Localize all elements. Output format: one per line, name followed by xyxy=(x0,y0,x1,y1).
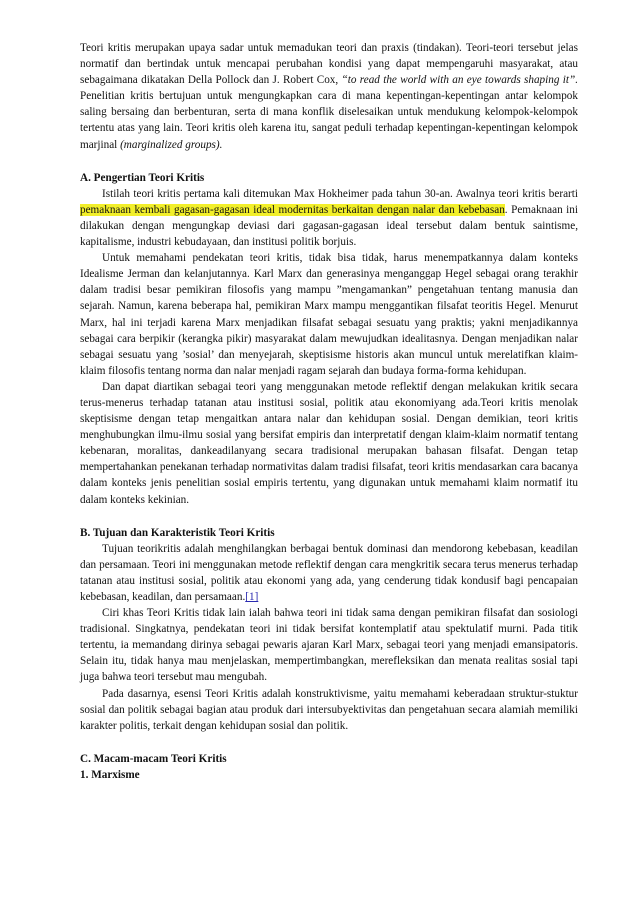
section-b-paragraph-2: Ciri khas Teori Kritis tidak lain ialah bahwa teori ini tidak sama dengan pemikiran filsafat dan sosiologi tradisional. Singkatnya, pendekatan teori ini tidak bersifat kontemplatif atau spektulatif murni. Pada titik tertentu, ia memandang dirinya sebagai pewaris ajaran Karl Marx, sebagai teori yang menjadi emansipatoris. Selain itu, tidak hanya mau menjelaskan, mempertimbangkan, merefleksikan dan menata realitas sosial tapi juga bahwa teori tersebut mau mengubah. xyxy=(80,607,578,684)
section-c-heading: C. Macam-macam Teori Kritis xyxy=(80,752,227,765)
subsection-1-heading: 1. Marxisme xyxy=(80,768,140,781)
section-b-heading: B. Tujuan dan Karakteristik Teori Kritis xyxy=(80,526,275,539)
section-b-paragraph-3: Pada dasarnya, esensi Teori Kritis adalah konstruktivisme, yaitu memahami keberadaan struktur-stuktur sosial dan politik sebagai bagian atau produk dari intersubyektivitas dan pengetahuan secara alamiah memiliki karakter politis, terkait dengan kehidupan sosial dan politik. xyxy=(80,687,578,732)
highlighted-text: pemaknaan kembali gagasan-gagasan ideal modernitas berkaitan dengan nalar dan kebebasan xyxy=(80,203,505,216)
intro-text-continued: Penelitian kritis bertujuan untuk mengungkapkan cara di mana kepentingan-kepentingan antar kelompok saling bersaing dan berbenturan, serta di mana konflik diselesaikan untuk mendukung kelompok-kelompok tertentu atas yang lain. Teori kritis oleh karena itu, sangat peduli terhadap kepentingan-kepentingan kelompok marjinal xyxy=(80,90,578,151)
section-a-p1-text-continued: . Pemaknaan ini dilakukan dengan mengungkap deviasi dari gagasan-gagasan ideal tersebut dalam bentuk saintisme, kapitalisme, industri kebudayaan, dan institusi politik borjuis. xyxy=(80,203,578,249)
section-a-paragraph-1 xyxy=(80,186,578,250)
section-a-paragraph-2: Untuk memahami pendekatan teori kritis, tidak bisa tidak, harus menempatkannya dalam konteks Idealisme Jerman dan kelanjutannya. Karl Marx dan generasinya menganggap Hegel sebagai orang terakhir dalam tradisi besar pemikiran filosofis yang mampu ”mengamankan” pengetahuan tentang manusia dan sejarah. Namun, karena beberapa hal, pemikiran Marx mampu menggantikan filsafat teoritis Hegel. Menurut Marx, hal ini terjadi karena Marx menjadikan filsafat sebagai sesuatu yang praktis; yakni menjadikannya sebagai cara berpikir (kerangka pikir) masyarakat dalam mewujudkan idealitasnya. Dengan menjadikan nalar sebagai sesuatu yang ’sosial’ dan menyejarah, skeptisisme historis akan muncul untuk merelatifkan klaim-klaim filosofis tentang norma dan nalar menjadi ragam sejarah dan budaya forma-forma kehidupan. xyxy=(80,252,578,377)
section-b-p1-text: Tujuan teorikritis adalah menghilangkan berbagai bentuk dominasi dan mendorong kebebasan, keadilan dan persamaan. Teori ini menggunakan metode reflektif dengan cara mengkritik secara terus menerus terhadap tatanan atau institusi sosial, politik atau ekonomi yang ada, yang cenderung tidak kondusif bagi pencapaian kebebasan, keadilan, dan persamaan. xyxy=(80,542,578,603)
section-a-paragraph-3: Dan dapat diartikan sebagai teori yang menggunakan metode reflektif dengan melakukan kritik secara terus-menerus terhadap tatanan atau institusi sosial, politik atau ekonomiyang ada.Teori kritis menolak skeptisisme dengan tetap mengaitkan antara nalar dan kehidupan sosial. Dengan demikian, teori kritis menghubungkan ilmu-ilmu sosial yang bersifat empiris dan interpretatif dengan klaim-klaim normatif tentang kebenaran, moralitas, dankeadilanyang secara tradisional merupakan bahasan filsafat. Dengan tetap mempertahankan penekanan terhadap normativitas dalam tradisi filsafat, teori kritis mendasarkan cara bacanya dalam konteks jenis penelitian sosial empiris tertentu, yang digunakan untuk memahami klaim normatif itu dalam konteks kekinian. xyxy=(80,380,578,506)
intro-italic-term: (marginalized groups). xyxy=(120,138,223,151)
section-a-heading: A. Pengertian Teori Kritis xyxy=(80,171,205,184)
section-b-paragraph-1 xyxy=(80,541,578,605)
intro-quote: “to read the world with an eye towards shaping it”. xyxy=(341,74,579,87)
footnote-link[interactable]: [1] xyxy=(245,591,259,603)
intro-text: Teori kritis merupakan upaya sadar untuk memadukan teori dan praxis (tindakan). Teori-teori tersebut jelas normatif dan bertindak untuk mencapai perubahan kondisi yang dapat mempengaruhi masyarakat, atau sebagaimana dikatakan Della Pollock dan J. Robert Cox, xyxy=(80,42,578,87)
section-a-p1-text: Istilah teori kritis pertama kali ditemukan Max Hokheimer pada tahun 30-an. Awalnya teori kritis berarti xyxy=(102,187,578,200)
intro-paragraph xyxy=(80,40,578,153)
document-body xyxy=(80,40,578,783)
